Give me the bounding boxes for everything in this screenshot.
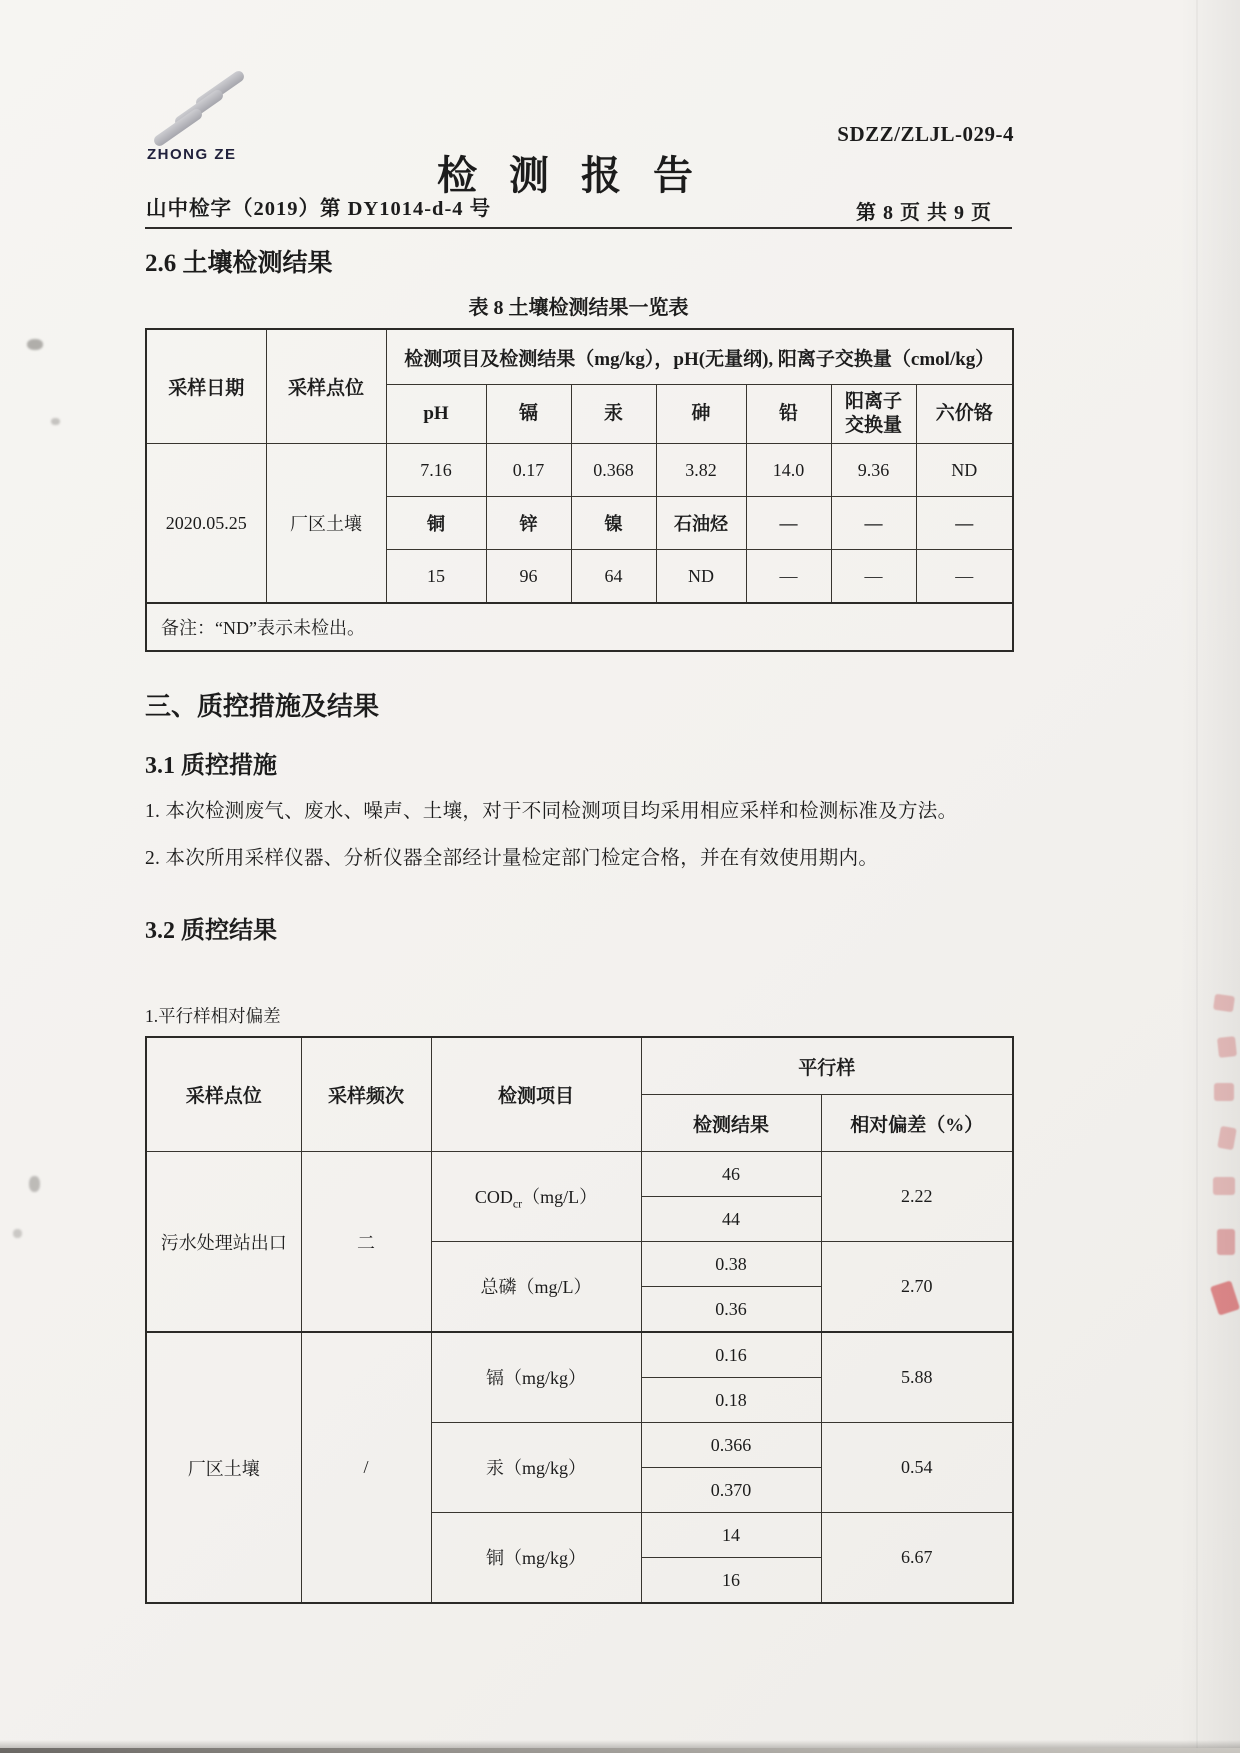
qc-measure-item-1: 1. 本次检测废气、废水、噪声、土壤，对于不同检测项目均采用相应采样和检测标准及方法。 xyxy=(145,801,958,822)
result-cell: 46 xyxy=(641,1152,821,1197)
col-header-sample-point: 采样点位 xyxy=(266,329,386,444)
report-number: 山中检字（2019）第 DY1014-d-4 号 xyxy=(146,198,492,220)
sample-point-cell: 厂区土壤 xyxy=(266,444,386,604)
col-header-sample-frequency: 采样频次 xyxy=(301,1037,431,1152)
result-cell: 0.38 xyxy=(641,1242,821,1287)
test-item-cell xyxy=(431,1423,641,1513)
bottom-scan-edge xyxy=(0,1748,1240,1753)
cation-line2: 交换量 xyxy=(844,415,902,436)
deviation-cell: 2.70 xyxy=(821,1242,1013,1333)
scan-smudge xyxy=(27,339,43,350)
col-header-sample-date: 采样日期 xyxy=(146,329,266,444)
item-cell: 锌 xyxy=(486,497,571,550)
section-3-2-heading: 3.2 质控结果 xyxy=(145,918,277,945)
sample-frequency-cell: / xyxy=(301,1332,431,1603)
test-item-cell xyxy=(431,1152,641,1242)
value-cell: — xyxy=(746,550,831,604)
cation-line1: 阳离子 xyxy=(844,391,902,413)
value-cell: 7.16 xyxy=(386,444,486,497)
header-rule xyxy=(145,227,1012,229)
result-cell: 44 xyxy=(641,1197,821,1242)
value-cell: 14.0 xyxy=(746,444,831,497)
qc-results-table xyxy=(145,1036,1014,1604)
right-edge-shade xyxy=(1180,0,1240,1753)
scan-smudge xyxy=(29,1176,40,1192)
col-header-lead: 铅 xyxy=(746,385,831,444)
page-content xyxy=(145,243,1012,1604)
col-header-cation-exchange xyxy=(831,385,916,444)
item-cell: — xyxy=(746,497,831,550)
deviation-cell: 0.54 xyxy=(821,1423,1013,1513)
value-cell: 9.36 xyxy=(831,444,916,497)
section-3-1-heading: 3.1 质控措施 xyxy=(145,753,277,779)
document-code: SDZZ/ZLJL-029-4 xyxy=(837,122,1014,146)
result-cell: 0.366 xyxy=(641,1423,821,1468)
col-header-test-item: 检测项目 xyxy=(431,1037,641,1152)
parallel-sample-label: 1.平行样相对偏差 xyxy=(145,1006,281,1027)
scan-smudge xyxy=(13,1229,22,1238)
item-name: 汞（mg/kg） xyxy=(485,1457,586,1478)
value-cell: 64 xyxy=(571,550,656,604)
item-cell: 镍 xyxy=(571,497,656,550)
section-3-heading: 三、质控措施及结果 xyxy=(145,692,380,721)
item-name: 铜（mg/kg） xyxy=(485,1547,586,1568)
test-item-cell xyxy=(431,1513,641,1604)
page-number: 第 8 页 共 9 页 xyxy=(856,202,992,224)
logo-text: ZHONG ZE xyxy=(147,146,237,163)
col-header-sample-point: 采样点位 xyxy=(146,1037,301,1152)
deviation-cell: 5.88 xyxy=(821,1332,1013,1423)
company-logo-icon xyxy=(150,80,260,152)
result-cell: 0.18 xyxy=(641,1378,821,1423)
table8-caption: 表 8 土壤检测结果一览表 xyxy=(468,297,689,319)
result-cell: 14 xyxy=(641,1513,821,1558)
item-name: 总磷（mg/L） xyxy=(480,1276,592,1297)
value-cell: — xyxy=(916,550,1013,604)
col-header-arsenic: 砷 xyxy=(656,385,746,444)
sample-point-cell: 污水处理站出口 xyxy=(146,1152,301,1333)
result-cell: 0.36 xyxy=(641,1287,821,1333)
item-name: COD xyxy=(474,1186,513,1207)
logo-bar-icon xyxy=(152,107,204,148)
deviation-cell: 2.22 xyxy=(821,1152,1013,1242)
value-cell: 0.368 xyxy=(571,444,656,497)
soil-results-table xyxy=(145,328,1014,652)
value-cell: 96 xyxy=(486,550,571,604)
report-title: 检测报告 xyxy=(437,153,725,198)
value-cell: — xyxy=(831,550,916,604)
qc-measure-item-2: 2. 本次所用采样仪器、分析仪器全部经计量检定部门检定合格，并在有效使用期内。 xyxy=(145,848,879,870)
test-item-cell xyxy=(431,1242,641,1333)
col-header-items-span: 检测项目及检测结果（mg/kg），pH(无量纲), 阳离子交换量（cmol/kg） xyxy=(386,329,1013,385)
result-cell: 16 xyxy=(641,1558,821,1604)
value-cell: 15 xyxy=(386,550,486,604)
item-name-suffix: （mg/L） xyxy=(522,1186,598,1207)
item-cell: — xyxy=(831,497,916,550)
col-header-parallel-sample: 平行样 xyxy=(641,1037,1013,1095)
col-header-deviation: 相对偏差（%） xyxy=(821,1095,1013,1152)
item-cell: 铜 xyxy=(386,497,486,550)
item-cell: — xyxy=(916,497,1013,550)
item-name-subscript: cr xyxy=(512,1196,523,1211)
item-cell: 石油烃 xyxy=(656,497,746,550)
section-2-6-heading: 2.6 土壤检测结果 xyxy=(145,250,333,277)
sample-frequency-cell: 二 xyxy=(301,1152,431,1333)
value-cell: ND xyxy=(916,444,1013,497)
value-cell: 3.82 xyxy=(656,444,746,497)
result-cell: 0.16 xyxy=(641,1332,821,1378)
col-header-hex-chromium: 六价铬 xyxy=(916,385,1013,444)
table8-note: 备注：“ND”表示未检出。 xyxy=(146,603,1013,651)
deviation-cell: 6.67 xyxy=(821,1513,1013,1604)
sample-date-cell: 2020.05.25 xyxy=(146,444,266,604)
col-header-ph: pH xyxy=(386,385,486,444)
test-item-cell xyxy=(431,1332,641,1423)
scan-smudge xyxy=(51,418,60,425)
result-cell: 0.370 xyxy=(641,1468,821,1513)
item-name: 镉（mg/kg） xyxy=(485,1367,586,1388)
sample-point-cell: 厂区土壤 xyxy=(146,1332,301,1603)
col-header-cadmium: 镉 xyxy=(486,385,571,444)
col-header-result: 检测结果 xyxy=(641,1095,821,1152)
col-header-mercury: 汞 xyxy=(571,385,656,444)
value-cell: 0.17 xyxy=(486,444,571,497)
value-cell: ND xyxy=(656,550,746,604)
